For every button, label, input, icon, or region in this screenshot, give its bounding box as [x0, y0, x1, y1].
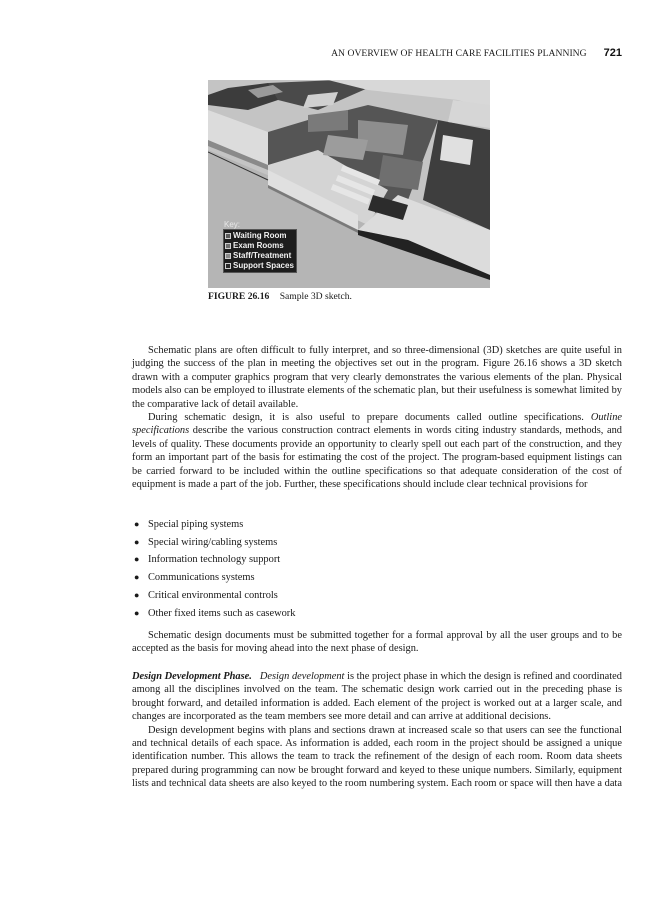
body-block-approval	[132, 629, 622, 656]
list-item	[134, 551, 434, 569]
paragraph-rest: is the project phase in which the design is refined and coordinated among all the disciplines involved on the team. The schematic design work carried out in the preceding phase is brought forward, and detailed information is added. Each element of the project is worked out at a larger scale, and changes are incorporated as the team members see more detail and can arrive at additional decisions.	[132, 671, 622, 723]
key-label: Support Spaces	[233, 261, 294, 270]
bullet-icon: ●	[134, 519, 140, 529]
paragraph-design-development	[132, 670, 622, 724]
paragraph-room-numbering: Design development begins with plans and sections drawn at increased scale so that users can see the functional and technical details of each space. As information is added, each room in the project should be assigned a unique identification number. This allows the team to track the refinement of the design of each room. Room data sheets prepared during programming can now be brought forward and keyed to these unique numbers. Similarly, equipment lists and technical data sheets are also keyed to the room numbering system. Each room or space will then have a data	[132, 724, 622, 790]
bullet-icon: ●	[134, 607, 140, 618]
exam-rooms-swatch-icon	[225, 243, 231, 249]
technical-provisions-list	[134, 516, 434, 622]
section-heading: Design Development Phase.	[132, 671, 252, 682]
list-item	[134, 569, 434, 587]
term-outline-specifications: Outline specifications	[132, 412, 622, 437]
figure-3d-sketch	[208, 80, 490, 288]
staff-treatment-swatch-icon	[225, 253, 231, 259]
bullet-icon: ●	[134, 589, 140, 600]
list-item	[134, 587, 434, 605]
key-item-support-spaces	[225, 261, 294, 271]
list-item-text: Special piping systems	[148, 519, 244, 530]
figure-key	[223, 220, 297, 273]
key-item-exam-rooms	[225, 241, 294, 251]
page-number: 721	[603, 47, 622, 59]
paragraph-approval: Schematic design documents must be submitted together for a formal approval by all the user groups and to be accepted as the basis for moving ahead into the next phase of design.	[132, 630, 622, 655]
paragraph-3d-sketches: Schematic plans are often difficult to fully interpret, and so three-dimensional (3D) sketches are quite useful in judging the success of the plan in meeting the objectives set out in the program. Figure 26.16 shows a 3D sketch drawn with a computer graphics program that very clearly demonstrates the various elements of the plan. Physical models also can be employed to illustrate elements of the schematic plan, but their usefulness is somewhat limited by the comparative lack of detail available.	[132, 345, 622, 410]
list-item-text: Communications systems	[148, 572, 255, 584]
paragraph-outline-specs	[132, 411, 622, 491]
list-item	[134, 516, 434, 534]
figure-caption	[208, 291, 352, 302]
list-item-text: Information technology support	[148, 554, 281, 566]
body-block-schematic	[132, 344, 622, 491]
support-spaces-swatch-icon	[225, 263, 231, 269]
bullet-icon: ●	[134, 554, 140, 565]
waiting-room-swatch-icon	[225, 233, 231, 239]
bullet-icon: ●	[134, 572, 140, 583]
list-item-text: Other fixed items such as casework	[148, 607, 296, 619]
key-label: Exam Rooms	[233, 241, 284, 250]
list-item	[134, 534, 434, 552]
paragraph-rest: describe the various construction contract elements in words citing industry standards, methods, and levels of quality. These documents provide an opportunity to clearly spell out each part of the construction, and they form an important part of the basis for estimating the cost of the project. The program-based equipment listings can be carried forward to be included within the outline specifications so that adequate consideration of the cost of equipment is made a part of the job. Further, these specifications should include clear technical provisions for	[132, 425, 622, 491]
key-item-staff-treatment	[225, 251, 294, 261]
paragraph-lead: During schematic design, it is also useful to prepare documents called outline specifications.	[148, 412, 584, 424]
term-design-development: Design development	[259, 671, 345, 682]
key-label: Staff/Treatment	[233, 251, 292, 260]
list-item-text: Critical environmental controls	[148, 589, 278, 601]
running-head	[300, 47, 622, 63]
key-title: Key:	[224, 220, 241, 229]
list-item	[134, 605, 434, 623]
key-legend	[223, 229, 297, 273]
body-block-design-development	[132, 670, 622, 791]
figure-caption-text: Sample 3D sketch.	[279, 291, 352, 302]
bullet-icon: ●	[134, 536, 140, 547]
key-item-waiting-room	[225, 231, 294, 241]
list-item-text: Special wiring/cabling systems	[148, 536, 278, 548]
running-title: AN OVERVIEW OF HEALTH CARE FACILITIES PLANNING	[331, 48, 587, 59]
figure-number: FIGURE 26.16	[208, 291, 270, 302]
key-label: Waiting Room	[233, 231, 287, 240]
